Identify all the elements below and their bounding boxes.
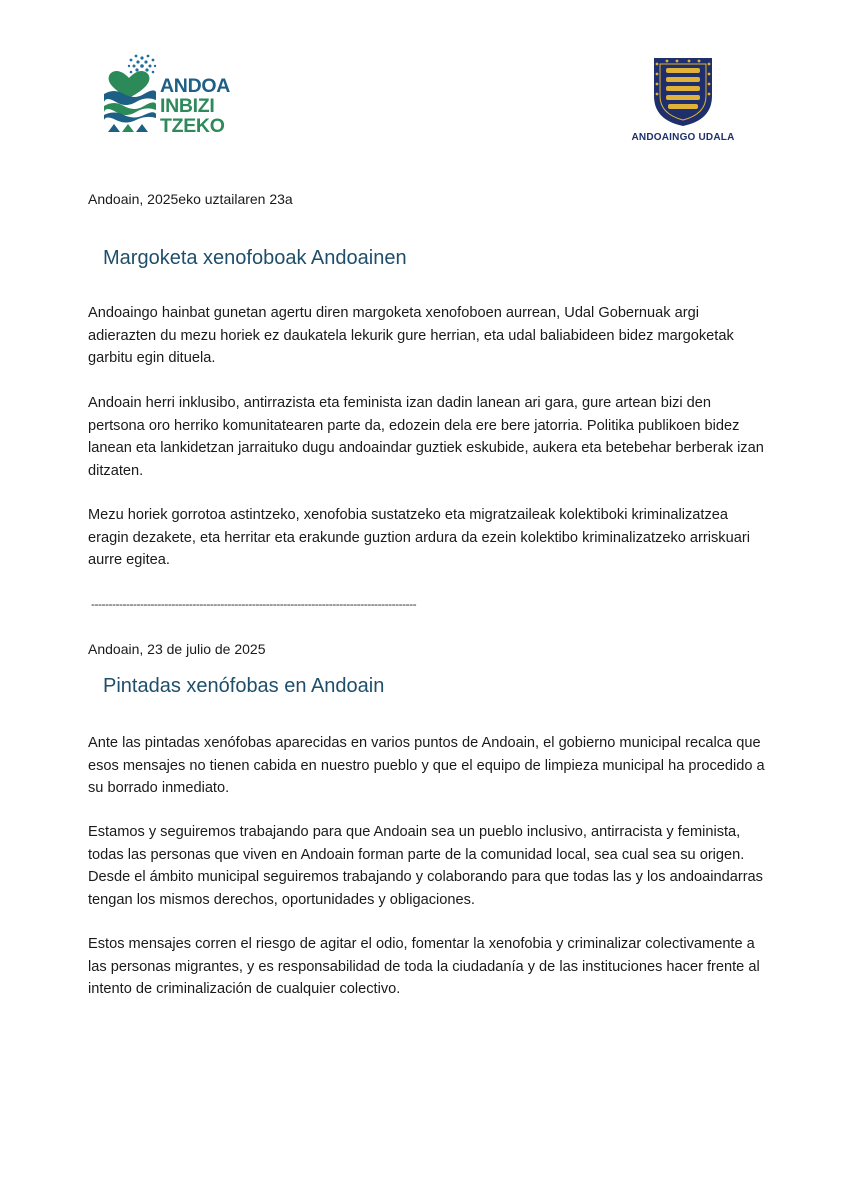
spanish-title: Pintadas xenófobas en Andoain — [103, 675, 385, 697]
basque-paragraph-1: Andoaingo hainbat gunetan agertu diren margoketa xenofoboen aurrean, Udal Gobernuak argi adierazten du mezu horiek ez daukatela lekurik gure herrian, eta udal baliabideen bidez margoketak garbitu egin dituela. — [88, 305, 734, 366]
andoa-inbizitzeko-logo — [100, 52, 245, 137]
basque-paragraph-2: Andoain herri inklusibo, antirrazista eta feminista izan dadin lanean ari gara, gure artean bizi den pertsona oro herriko komunitatearen parte da, edozein dela ere bere jatorria. Politika publikoen bidez lanean eta lankidetzan jarraituko dugu andoaindar guztiek eskubide, aukera eta betebehar berberak izan ditzaten. — [88, 395, 764, 479]
logo-text-line1: ANDOA — [160, 75, 230, 97]
campaign-emblem-icon — [100, 52, 158, 134]
spanish-paragraph-2: Estamos y seguiremos trabajando para que Andoain sea un pueblo inclusivo, antirracista y feminista, todas las personas que viven en Andoain forman parte de la comunidad local, sea cual sea su origen. Desde el ámbito municipal seguiremos trabajando y colaborando para que todas las y los andoaindarras tengan los mismos derechos, oportunidades y obligaciones. — [88, 824, 763, 908]
logo-text-line3: TZEKO — [160, 115, 225, 137]
basque-dateline: Andoain, 2025eko uztailaren 23a — [88, 191, 293, 207]
section-divider: --------------------------------------------------------------------------------------------- — [91, 597, 417, 611]
basque-paragraph-3: Mezu horiek gorrotoa astintzeko, xenofobia sustatzeko eta migratzaileak kolektiboki kriminalizatzea eragin dezakete, eta herritar eta erakunde guztion ardura da ezein kolektibo kriminalizatzeko arriskuari aurre egitea. — [88, 507, 750, 568]
andoaingo-udala-logo — [628, 56, 738, 148]
logo-text-line2: INBIZI — [160, 95, 215, 117]
spanish-paragraph-1: Ante las pintadas xenófobas aparecidas en varios puntos de Andoain, el gobierno municipal recalca que esos mensajes no tienen cabida en nuestro pueblo y que el equipo de limpieza municipal ha procedido a su borrado inmediato. — [88, 735, 765, 796]
council-name: ANDOAINGO UDALA — [631, 132, 735, 143]
coat-of-arms-icon — [652, 56, 714, 128]
spanish-paragraph-3: Estos mensajes corren el riesgo de agitar el odio, fomentar la xenofobia y criminalizar colectivamente a las personas migrantes, y es responsabilidad de toda la ciudadanía y de las instituciones hacer frente al intento de criminalización de cualquier colectivo. — [88, 936, 760, 997]
basque-title: Margoketa xenofoboak Andoainen — [103, 247, 407, 269]
spanish-dateline: Andoain, 23 de julio de 2025 — [88, 641, 266, 657]
